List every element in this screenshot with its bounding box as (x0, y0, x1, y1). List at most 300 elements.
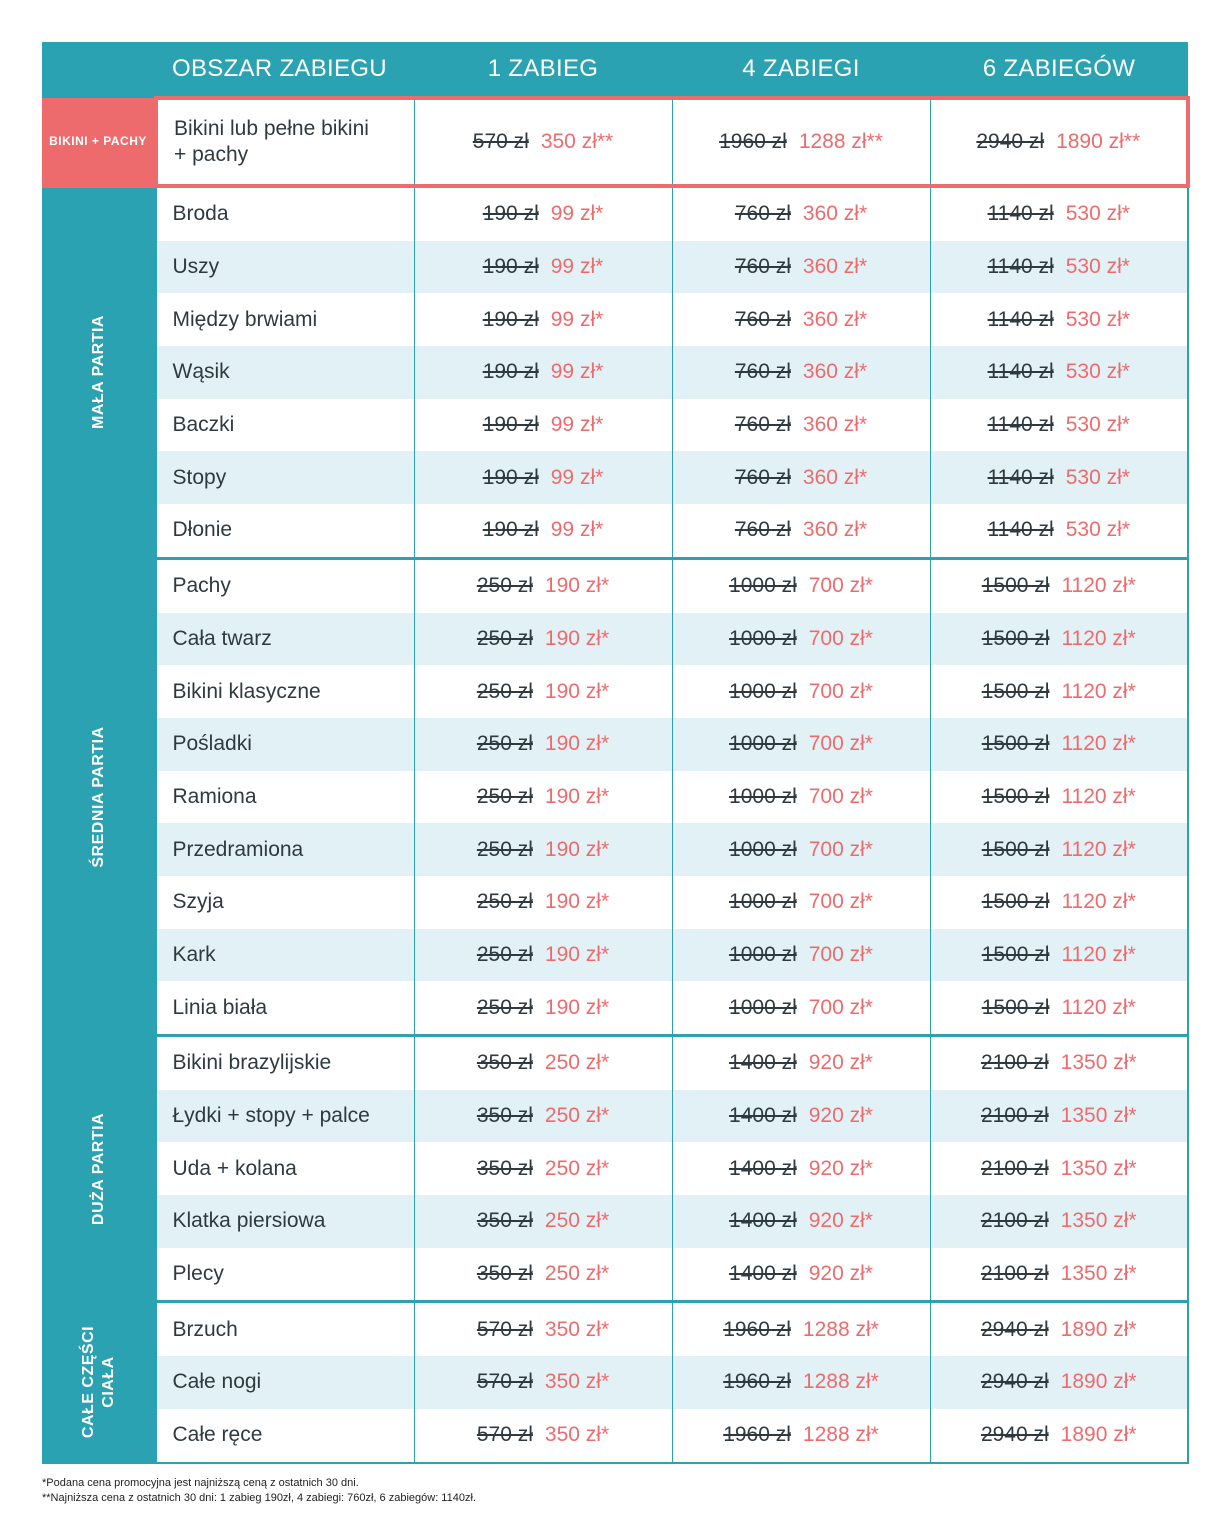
new-price: 350 zł* (544, 1370, 610, 1394)
price-cell (672, 771, 930, 824)
group-label: MAŁA PARTIA (89, 315, 107, 430)
price-cell (414, 771, 672, 824)
table-row (42, 1409, 1188, 1463)
price-cell (930, 399, 1188, 452)
new-price: 700 zł* (808, 837, 873, 861)
new-price: 700 zł* (808, 679, 873, 703)
old-price: 250 zł (476, 732, 533, 756)
price-cell (414, 665, 672, 718)
table-row (42, 293, 1188, 346)
price-cell (930, 1356, 1188, 1409)
new-price: 350 zł* (544, 1423, 610, 1447)
old-price: 1960 zł (723, 1370, 791, 1394)
new-price: 190 zł* (544, 784, 610, 808)
old-price: 1000 zł (729, 837, 797, 861)
price-cell (672, 981, 930, 1035)
new-price: 1120 zł* (1061, 942, 1136, 966)
new-price: 1350 zł* (1060, 1104, 1137, 1128)
old-price: 760 zł (734, 307, 791, 331)
new-price: 1120 zł* (1061, 679, 1136, 703)
area-name: Między brwiami (156, 293, 414, 346)
new-price: 360 zł* (802, 465, 868, 489)
price-cell (930, 981, 1188, 1035)
area-name: Ramiona (156, 771, 414, 824)
price-cell (414, 1356, 672, 1409)
group-cell (42, 1036, 156, 1302)
price-table (42, 42, 1190, 1464)
area-name: Łydki + stopy + palce (156, 1090, 414, 1143)
area-name: Stopy (156, 451, 414, 504)
table-row (42, 981, 1188, 1035)
area-name: Uszy (156, 241, 414, 294)
price-cell (414, 876, 672, 929)
new-price: 1288 zł* (802, 1423, 879, 1447)
area-name: Plecy (156, 1248, 414, 1302)
old-price: 1500 zł (981, 890, 1050, 914)
new-price: 700 zł* (808, 574, 873, 598)
area-name: Bikini klasyczne (156, 665, 414, 718)
table-row (42, 1248, 1188, 1302)
price-cell (930, 613, 1188, 666)
table-row (42, 929, 1188, 982)
group-cell (42, 1302, 156, 1463)
old-price: 760 zł (734, 255, 791, 279)
group-label (79, 1326, 119, 1438)
new-price: 700 zł* (808, 890, 873, 914)
price-cell (672, 665, 930, 718)
old-price: 1400 zł (729, 1104, 797, 1128)
new-price: 700 zł* (808, 626, 873, 650)
new-price: 920 zł* (808, 1209, 873, 1233)
promo-area-line1: Bikini lub pełne bikini (174, 117, 369, 140)
table-header (42, 42, 1188, 98)
area-name: Całe nogi (156, 1356, 414, 1409)
new-price: 1120 zł* (1061, 890, 1136, 914)
new-price: 1120 zł* (1061, 732, 1136, 756)
new-price: 99 zł* (550, 255, 604, 279)
price-table-container (42, 42, 1188, 1464)
table-row (42, 451, 1188, 504)
old-price: 1500 zł (981, 732, 1050, 756)
old-price: 350 zł (476, 1051, 533, 1075)
area-name: Bikini brazylijskie (156, 1036, 414, 1090)
area-name: Pośladki (156, 718, 414, 771)
new-price: 250 zł* (544, 1104, 610, 1128)
old-price: 1000 zł (729, 784, 797, 808)
new-price: 190 zł* (544, 626, 610, 650)
table-row (42, 665, 1188, 718)
price-cell (930, 1195, 1188, 1248)
new-price: 1350 zł* (1060, 1051, 1137, 1075)
new-price: 250 zł* (544, 1262, 610, 1286)
new-price: 250 zł* (544, 1209, 610, 1233)
price-cell (672, 1248, 930, 1302)
price-cell (672, 1142, 930, 1195)
old-price: 1140 zł (987, 202, 1054, 226)
new-price: 920 zł* (808, 1156, 873, 1180)
old-price: 190 zł (482, 255, 539, 279)
old-price: 190 zł (482, 360, 539, 384)
new-price: 1120 zł* (1061, 626, 1136, 650)
new-price: 190 zł* (544, 679, 610, 703)
new-price: 700 zł* (808, 732, 873, 756)
old-price: 1000 zł (729, 995, 797, 1019)
header-group-cell (42, 42, 156, 98)
old-price: 760 zł (734, 202, 791, 226)
price-cell (672, 504, 930, 558)
old-price: 1140 zł (987, 518, 1054, 542)
price-cell (672, 823, 930, 876)
header-row (42, 42, 1188, 98)
old-price: 190 zł (482, 202, 539, 226)
promo-price-1 (414, 98, 672, 186)
price-cell (930, 504, 1188, 558)
new-price: 530 zł* (1065, 360, 1130, 384)
old-price: 250 zł (476, 574, 533, 598)
new-price: 1120 zł* (1061, 574, 1136, 598)
area-name: Cała twarz (156, 613, 414, 666)
new-price: 700 zł* (808, 995, 873, 1019)
new-price: 1890 zł* (1060, 1317, 1137, 1341)
price-cell (414, 1142, 672, 1195)
new-price: 530 zł* (1065, 518, 1130, 542)
old-price: 1960 zł (719, 130, 787, 153)
price-cell (930, 293, 1188, 346)
promo-price-6 (930, 98, 1188, 186)
old-price: 1140 zł (987, 360, 1054, 384)
price-cell (930, 1090, 1188, 1143)
old-price: 2100 zł (980, 1156, 1049, 1180)
price-cell (930, 876, 1188, 929)
promo-area-cell (156, 98, 414, 186)
price-cell (672, 1356, 930, 1409)
table-row (42, 399, 1188, 452)
old-price: 1400 zł (729, 1262, 797, 1286)
old-price: 250 zł (476, 626, 533, 650)
price-cell (672, 1195, 930, 1248)
table-row (42, 771, 1188, 824)
new-price: 250 zł* (544, 1156, 610, 1180)
price-cell (414, 293, 672, 346)
new-price: 190 zł* (544, 574, 610, 598)
old-price: 2100 zł (980, 1104, 1049, 1128)
old-price: 1960 zł (723, 1423, 791, 1447)
price-cell (414, 1302, 672, 1356)
old-price: 2100 zł (980, 1051, 1049, 1075)
header-area: OBSZAR ZABIEGU (156, 42, 414, 98)
new-price: 1120 zł* (1061, 837, 1136, 861)
new-price: 700 zł* (808, 784, 873, 808)
price-cell (930, 771, 1188, 824)
price-cell (930, 1142, 1188, 1195)
header-6-treatments: 6 ZABIEGÓW (930, 42, 1188, 98)
old-price: 250 zł (476, 890, 533, 914)
area-name: Szyja (156, 876, 414, 929)
old-price: 350 zł (476, 1156, 533, 1180)
old-price: 1500 zł (981, 626, 1050, 650)
table-row (42, 1142, 1188, 1195)
old-price: 1500 zł (981, 942, 1050, 966)
footnotes (42, 1476, 476, 1506)
footnote: *Podana cena promocyjna jest najniższą ceną z ostatnich 30 dni. (42, 1477, 359, 1489)
new-price: 1288 zł** (798, 130, 883, 153)
old-price: 1500 zł (981, 995, 1050, 1019)
area-name: Dłonie (156, 504, 414, 558)
old-price: 250 zł (476, 679, 533, 703)
price-cell (414, 1409, 672, 1463)
area-name: Pachy (156, 558, 414, 612)
area-name: Uda + kolana (156, 1142, 414, 1195)
price-cell (930, 1409, 1188, 1463)
price-cell (672, 241, 930, 294)
price-cell (414, 346, 672, 399)
old-price: 190 zł (482, 307, 539, 331)
old-price: 1400 zł (729, 1156, 797, 1180)
price-cell (930, 558, 1188, 612)
area-name: Linia biała (156, 981, 414, 1035)
old-price: 1140 zł (987, 307, 1054, 331)
old-price: 350 zł (476, 1104, 533, 1128)
price-cell (930, 186, 1188, 241)
old-price: 760 zł (734, 413, 791, 437)
header-1-treatment: 1 ZABIEG (414, 42, 672, 98)
new-price: 1890 zł* (1060, 1370, 1137, 1394)
price-cell (672, 929, 930, 982)
old-price: 350 zł (476, 1262, 533, 1286)
old-price: 2940 zł (980, 1317, 1049, 1341)
area-name: Kark (156, 929, 414, 982)
new-price: 190 zł* (544, 890, 610, 914)
price-cell (672, 186, 930, 241)
price-cell (672, 558, 930, 612)
price-cell (414, 451, 672, 504)
new-price: 99 zł* (550, 202, 604, 226)
old-price: 570 zł (476, 1423, 533, 1447)
price-cell (414, 504, 672, 558)
group-label: DUŻA PARTIA (89, 1112, 107, 1225)
new-price: 1120 zł* (1061, 995, 1136, 1019)
old-price: 2940 zł (976, 130, 1045, 153)
price-cell (414, 558, 672, 612)
area-name: Klatka piersiowa (156, 1195, 414, 1248)
promo-price-4 (672, 98, 930, 186)
price-cell (672, 876, 930, 929)
area-name: Całe ręce (156, 1409, 414, 1463)
old-price: 1960 zł (723, 1317, 791, 1341)
price-cell (414, 718, 672, 771)
price-cell (672, 1302, 930, 1356)
new-price: 530 zł* (1065, 202, 1130, 226)
old-price: 1000 zł (729, 732, 797, 756)
new-price: 360 zł* (802, 518, 868, 542)
new-price: 1890 zł* (1060, 1423, 1137, 1447)
old-price: 1140 zł (987, 255, 1054, 279)
price-cell (672, 346, 930, 399)
old-price: 190 zł (482, 518, 539, 542)
old-price: 760 zł (734, 518, 791, 542)
old-price: 1400 zł (729, 1209, 797, 1233)
old-price: 2940 zł (980, 1423, 1049, 1447)
old-price: 1400 zł (729, 1051, 797, 1075)
promo-row (42, 98, 1188, 186)
new-price: 1350 zł* (1060, 1262, 1137, 1286)
old-price: 570 zł (476, 1317, 533, 1341)
table-row (42, 504, 1188, 558)
old-price: 1000 zł (729, 890, 797, 914)
new-price: 530 zł* (1065, 255, 1130, 279)
table-row (42, 876, 1188, 929)
price-cell (672, 718, 930, 771)
new-price: 530 zł* (1065, 465, 1130, 489)
new-price: 360 zł* (802, 360, 868, 384)
group-label-line: CAŁE CZĘŚCI (79, 1326, 97, 1439)
new-price: 99 zł* (550, 413, 604, 437)
price-cell (414, 1090, 672, 1143)
old-price: 2100 zł (980, 1209, 1049, 1233)
new-price: 920 zł* (808, 1262, 873, 1286)
old-price: 760 zł (734, 465, 791, 489)
new-price: 99 zł* (550, 518, 604, 542)
footnote: **Najniższa cena z ostatnich 30 dni: 1 zabieg 190zł, 4 zabiegi: 760zł, 6 zabiegów: 1140zł. (42, 1492, 476, 1504)
price-cell (414, 823, 672, 876)
new-price: 190 zł* (544, 837, 610, 861)
table-row (42, 1195, 1188, 1248)
old-price: 570 zł (472, 130, 529, 153)
promo-area-line2: + pachy (174, 143, 249, 166)
price-cell (930, 241, 1188, 294)
old-price: 250 zł (476, 837, 533, 861)
group-cell (42, 186, 156, 558)
new-price: 1288 zł* (802, 1370, 879, 1394)
new-price: 190 zł* (544, 995, 610, 1019)
price-cell (414, 929, 672, 982)
price-cell (414, 241, 672, 294)
new-price: 360 zł* (802, 255, 868, 279)
new-price: 360 zł* (802, 307, 868, 331)
price-cell (414, 1036, 672, 1090)
price-cell (930, 718, 1188, 771)
old-price: 1500 zł (981, 837, 1050, 861)
promo-group-label: BIKINI + PACHY (49, 134, 147, 148)
old-price: 570 zł (476, 1370, 533, 1394)
table-row (42, 823, 1188, 876)
table-row (42, 1036, 1188, 1090)
new-price: 99 zł* (550, 360, 604, 384)
price-cell (930, 1036, 1188, 1090)
area-name: Broda (156, 186, 414, 241)
table-row (42, 558, 1188, 612)
new-price: 190 zł* (544, 942, 610, 966)
area-name: Baczki (156, 399, 414, 452)
old-price: 2100 zł (980, 1262, 1049, 1286)
price-cell (672, 1036, 930, 1090)
table-row (42, 613, 1188, 666)
new-price: 1350 zł* (1060, 1209, 1137, 1233)
new-price: 1288 zł* (802, 1317, 879, 1341)
price-cell (672, 293, 930, 346)
new-price: 530 zł* (1065, 413, 1130, 437)
new-price: 350 zł* (544, 1317, 610, 1341)
price-cell (414, 186, 672, 241)
new-price: 920 zł* (808, 1104, 873, 1128)
group-label: ŚREDNIA PARTIA (89, 726, 107, 868)
old-price: 1500 zł (981, 784, 1050, 808)
old-price: 250 zł (476, 784, 533, 808)
price-cell (930, 929, 1188, 982)
new-price: 1890 zł** (1056, 130, 1141, 153)
old-price: 1140 zł (987, 413, 1054, 437)
table-body (42, 98, 1188, 1463)
old-price: 250 zł (476, 995, 533, 1019)
group-cell (42, 558, 156, 1035)
price-cell (672, 399, 930, 452)
new-price: 700 zł* (808, 942, 873, 966)
area-name: Przedramiona (156, 823, 414, 876)
old-price: 1500 zł (981, 574, 1050, 598)
new-price: 99 zł* (550, 307, 604, 331)
price-cell (672, 1090, 930, 1143)
table-row (42, 718, 1188, 771)
old-price: 1000 zł (729, 679, 797, 703)
new-price: 99 zł* (550, 465, 604, 489)
old-price: 1500 zł (981, 679, 1050, 703)
table-row (42, 186, 1188, 241)
old-price: 1000 zł (729, 626, 797, 650)
old-price: 250 zł (476, 942, 533, 966)
price-cell (414, 1248, 672, 1302)
old-price: 760 zł (734, 360, 791, 384)
new-price: 360 zł* (802, 202, 868, 226)
new-price: 530 zł* (1065, 307, 1130, 331)
new-price: 1350 zł* (1060, 1156, 1137, 1180)
price-cell (930, 665, 1188, 718)
table-row (42, 346, 1188, 399)
price-cell (930, 1248, 1188, 1302)
new-price: 250 zł* (544, 1051, 610, 1075)
price-cell (930, 1302, 1188, 1356)
price-cell (414, 399, 672, 452)
price-cell (414, 1195, 672, 1248)
group-label-line: CIAŁA (99, 1356, 117, 1409)
old-price: 190 zł (482, 413, 539, 437)
new-price: 350 zł** (540, 130, 614, 153)
price-cell (930, 346, 1188, 399)
price-cell (414, 613, 672, 666)
promo-group-cell (42, 98, 156, 186)
price-cell (414, 981, 672, 1035)
table-row (42, 1356, 1188, 1409)
old-price: 2940 zł (980, 1370, 1049, 1394)
new-price: 920 zł* (808, 1051, 873, 1075)
old-price: 1000 zł (729, 574, 797, 598)
area-name: Wąsik (156, 346, 414, 399)
new-price: 190 zł* (544, 732, 610, 756)
price-cell (930, 451, 1188, 504)
old-price: 350 zł (476, 1209, 533, 1233)
old-price: 1000 zł (729, 942, 797, 966)
price-cell (672, 1409, 930, 1463)
table-row (42, 241, 1188, 294)
header-4-treatments: 4 ZABIEGI (672, 42, 930, 98)
old-price: 1140 zł (987, 465, 1054, 489)
new-price: 360 zł* (802, 413, 868, 437)
table-row (42, 1302, 1188, 1356)
price-cell (672, 451, 930, 504)
table-row (42, 1090, 1188, 1143)
old-price: 190 zł (482, 465, 539, 489)
price-cell (672, 613, 930, 666)
area-name: Brzuch (156, 1302, 414, 1356)
